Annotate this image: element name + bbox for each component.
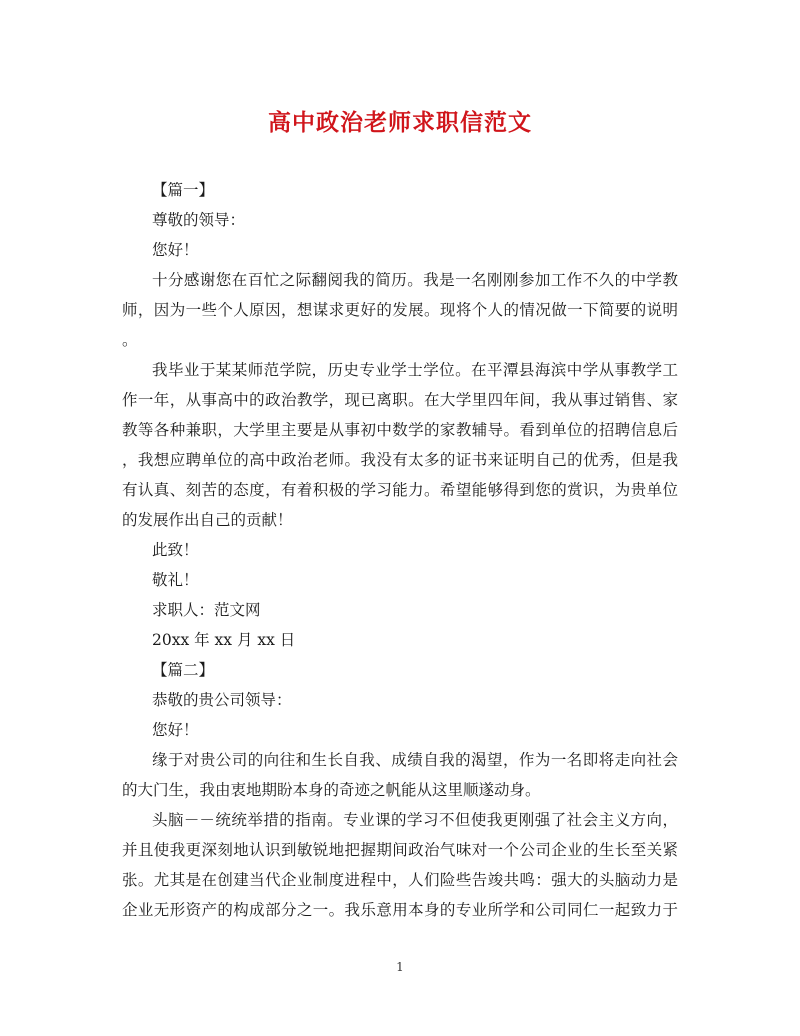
text-line: 教等各种兼职，大学里主要是从事初中数学的家教辅导。看到单位的招聘信息后 <box>122 421 678 439</box>
text-line: 您好！ <box>152 721 199 739</box>
text-line: 【篇一】 <box>152 181 215 199</box>
text-line: 并且使我更深刻地认识到敏锐地把握期间政治气味对一个公司企业的生长至关紧 <box>122 841 678 859</box>
text-line: 企业无形资产的构成部分之一。我乐意用本身的专业所学和公司同仁一起致力于 <box>122 901 678 919</box>
text-line: 恭敬的贵公司领导： <box>152 691 292 709</box>
text-line: 。 <box>122 331 138 349</box>
text-line: 敬礼！ <box>152 571 199 589</box>
text-line: 师，因为一些个人原因，想谋求更好的发展。现将个人的情况做一下简要的说明 <box>122 301 678 319</box>
document-body <box>122 175 678 925</box>
text-line: 我毕业于某某师范学院，历史专业学士学位。在平潭县海滨中学从事教学工 <box>152 361 678 379</box>
text-line: 【篇二】 <box>152 661 215 679</box>
text-line: 作一年，从事高中的政治教学，现已离职。在大学里四年间，我从事过销售、家 <box>122 391 678 409</box>
text-line: 您好！ <box>152 241 199 259</box>
page-number: 1 <box>396 960 404 974</box>
text-line: 缘于对贵公司的向往和生长自我、成绩自我的渴望，作为一名即将走向社会 <box>152 751 678 769</box>
text-line: 此致！ <box>152 541 199 559</box>
text-line: 20xx 年 xx 月 xx 日 <box>152 631 296 649</box>
document-title: 高中政治老师求职信范文 <box>268 109 532 136</box>
text-line: 的大门生，我由衷地期盼本身的奇迹之帆能从这里顺遂动身。 <box>122 781 541 799</box>
text-line: 的发展作出自己的贡献！ <box>122 511 293 529</box>
text-line: ，我想应聘单位的高中政治老师。我没有太多的证书来证明自己的优秀，但是我 <box>122 451 678 469</box>
text-line: 张。尤其是在创建当代企业制度进程中，人们险些告竣共鸣：强大的头脑动力是 <box>122 871 678 889</box>
text-line: 头脑－－统统举措的指南。专业课的学习不但使我更刚强了社会主义方向， <box>152 811 678 829</box>
text-line: 尊敬的领导： <box>152 211 246 229</box>
text-line: 有认真、刻苦的态度，有着积极的学习能力。希望能够得到您的赏识，为贵单位 <box>122 481 678 499</box>
text-line: 十分感谢您在百忙之际翻阅我的简历。我是一名刚刚参加工作不久的中学教 <box>152 271 678 289</box>
text-line: 求职人：范文网 <box>152 601 261 619</box>
